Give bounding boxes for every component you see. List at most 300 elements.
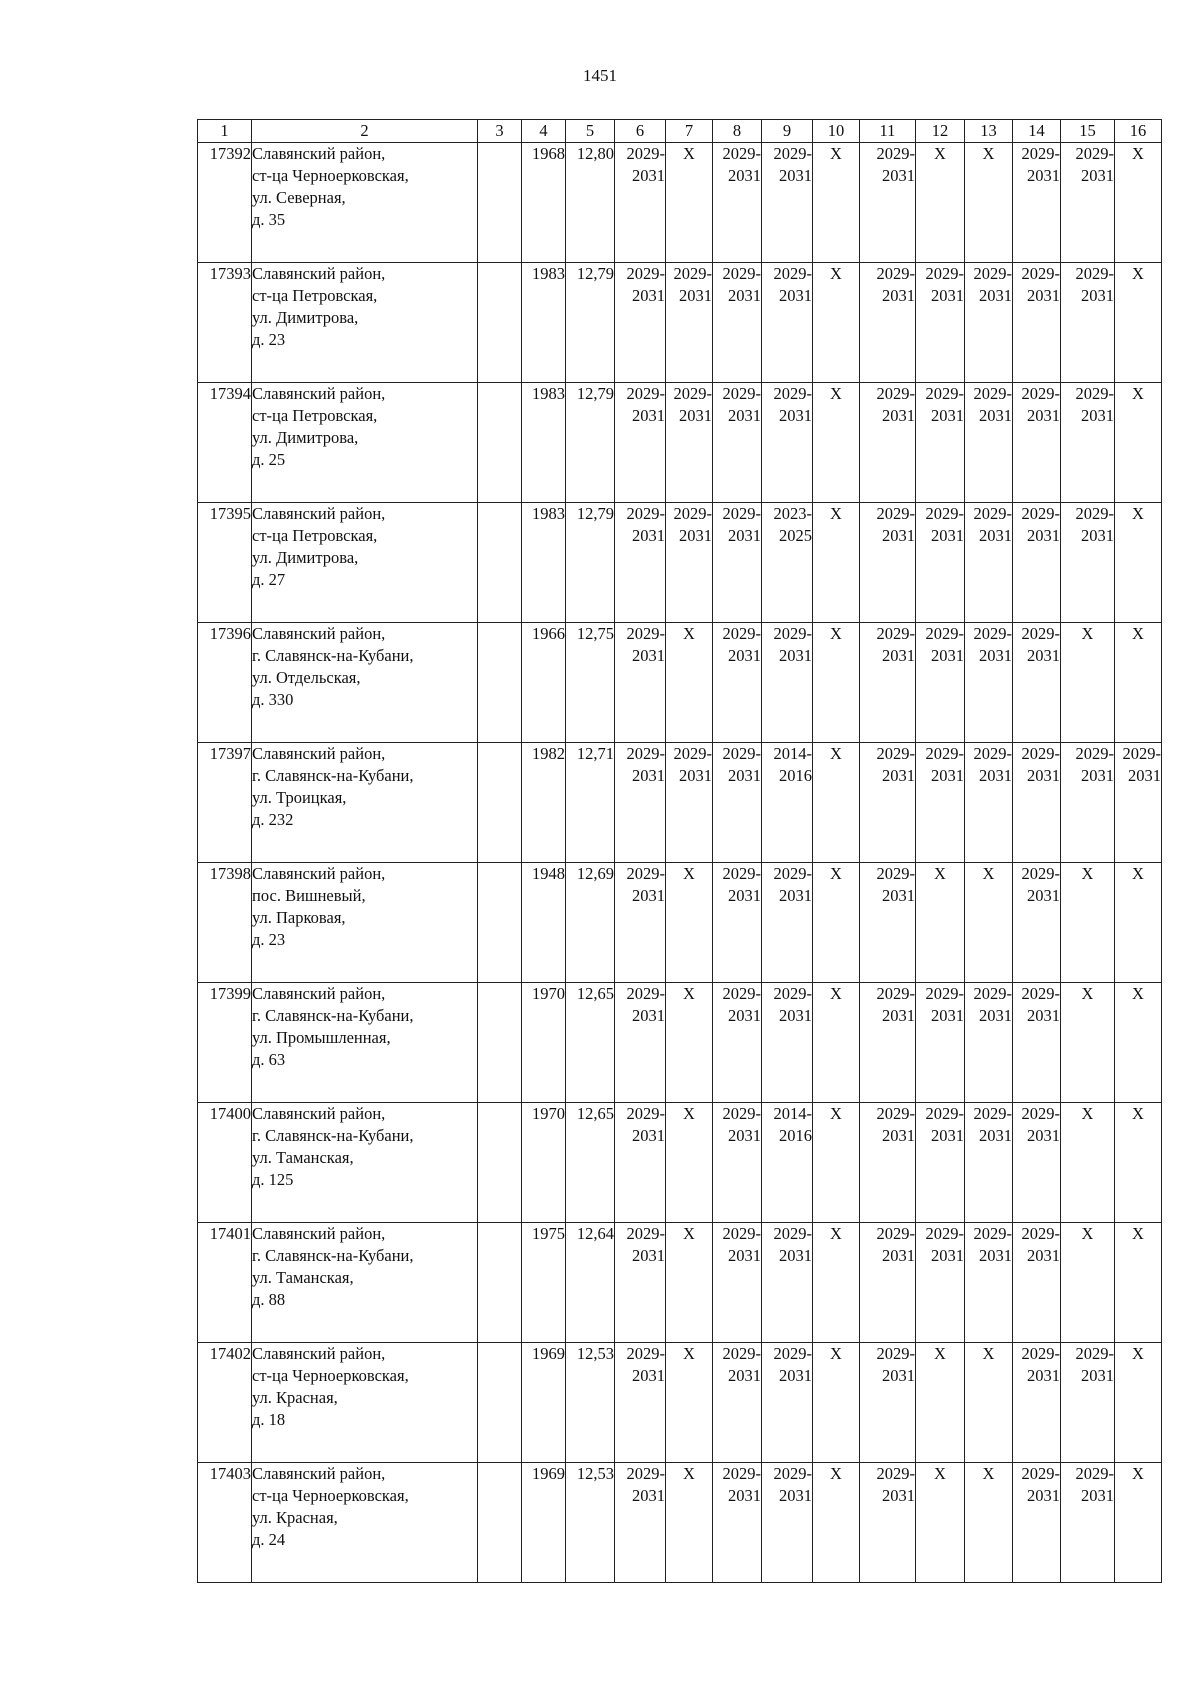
period-end: 2031 bbox=[1027, 1246, 1060, 1265]
address-line: Славянский район, bbox=[252, 264, 386, 283]
column-3-cell bbox=[478, 1223, 522, 1343]
table-row bbox=[198, 503, 1162, 623]
period-cell bbox=[1013, 1103, 1061, 1223]
table-row bbox=[198, 263, 1162, 383]
not-applicable-cell: X bbox=[666, 1343, 713, 1463]
period-cell bbox=[916, 1223, 965, 1343]
period-cell bbox=[860, 1223, 916, 1343]
row-id: 17395 bbox=[198, 503, 252, 623]
column-header: 4 bbox=[522, 120, 566, 143]
column-3-cell bbox=[478, 863, 522, 983]
period-end: 2031 bbox=[1081, 766, 1114, 785]
period-start: 2029- bbox=[925, 744, 964, 763]
row-id: 17397 bbox=[198, 743, 252, 863]
period-start: 2029- bbox=[773, 1224, 812, 1243]
period-end: 2031 bbox=[1027, 766, 1060, 785]
period-cell bbox=[860, 1103, 916, 1223]
not-applicable-cell: X bbox=[916, 1343, 965, 1463]
address-line: г. Славянск-на-Кубани, bbox=[252, 1126, 414, 1145]
period-end: 2031 bbox=[728, 526, 761, 545]
period-start: 2029- bbox=[973, 624, 1012, 643]
column-header: 9 bbox=[762, 120, 813, 143]
column-3-cell bbox=[478, 503, 522, 623]
not-applicable-cell: X bbox=[916, 143, 965, 263]
address-cell bbox=[252, 143, 478, 263]
period-end: 2031 bbox=[679, 286, 712, 305]
period-end: 2031 bbox=[728, 1006, 761, 1025]
address-line: д. 232 bbox=[252, 810, 294, 829]
period-end: 2031 bbox=[882, 886, 915, 905]
year-cell: 1968 bbox=[522, 143, 566, 263]
period-start: 2029- bbox=[876, 504, 915, 523]
period-end: 2031 bbox=[979, 646, 1012, 665]
not-applicable-cell: X bbox=[1115, 143, 1162, 263]
period-start: 2029- bbox=[773, 144, 812, 163]
address-cell bbox=[252, 263, 478, 383]
column-header: 6 bbox=[615, 120, 666, 143]
period-end: 2031 bbox=[1027, 886, 1060, 905]
period-cell bbox=[965, 623, 1013, 743]
period-end: 2031 bbox=[728, 406, 761, 425]
column-3-cell bbox=[478, 1463, 522, 1583]
period-start: 2029- bbox=[876, 984, 915, 1003]
address-cell bbox=[252, 743, 478, 863]
column-3-cell bbox=[478, 623, 522, 743]
column-3-cell bbox=[478, 743, 522, 863]
period-end: 2031 bbox=[1027, 1126, 1060, 1145]
period-cell bbox=[1061, 383, 1115, 503]
period-start: 2029- bbox=[1075, 264, 1114, 283]
not-applicable-cell: X bbox=[813, 983, 860, 1103]
period-end: 2031 bbox=[1027, 526, 1060, 545]
year-cell: 1970 bbox=[522, 983, 566, 1103]
period-cell bbox=[860, 383, 916, 503]
period-cell bbox=[713, 383, 762, 503]
address-line: д. 23 bbox=[252, 330, 286, 349]
address-cell bbox=[252, 1463, 478, 1583]
column-header: 3 bbox=[478, 120, 522, 143]
period-end: 2031 bbox=[979, 1006, 1012, 1025]
address-line: д. 63 bbox=[252, 1050, 286, 1069]
period-end: 2031 bbox=[882, 766, 915, 785]
address-cell bbox=[252, 1103, 478, 1223]
period-start: 2029- bbox=[673, 744, 712, 763]
address-line: г. Славянск-на-Кубани, bbox=[252, 1246, 414, 1265]
column-header: 11 bbox=[860, 120, 916, 143]
period-cell bbox=[713, 263, 762, 383]
period-cell bbox=[860, 263, 916, 383]
period-cell bbox=[615, 1343, 666, 1463]
year-cell: 1983 bbox=[522, 263, 566, 383]
period-start: 2029- bbox=[626, 384, 665, 403]
period-end: 2025 bbox=[779, 526, 812, 545]
not-applicable-cell: X bbox=[965, 143, 1013, 263]
period-start: 2029- bbox=[1021, 1224, 1060, 1243]
address-line: ул. Димитрова, bbox=[252, 548, 359, 567]
period-start: 2029- bbox=[626, 984, 665, 1003]
row-id: 17393 bbox=[198, 263, 252, 383]
address-cell bbox=[252, 863, 478, 983]
period-cell bbox=[1013, 263, 1061, 383]
period-end: 2016 bbox=[779, 1126, 812, 1145]
not-applicable-cell: X bbox=[1061, 1103, 1115, 1223]
address-cell bbox=[252, 983, 478, 1103]
column-header: 14 bbox=[1013, 120, 1061, 143]
period-end: 2031 bbox=[728, 286, 761, 305]
period-start: 2029- bbox=[1075, 504, 1114, 523]
not-applicable-cell: X bbox=[965, 1343, 1013, 1463]
period-cell bbox=[860, 143, 916, 263]
row-id: 17401 bbox=[198, 1223, 252, 1343]
period-cell bbox=[713, 743, 762, 863]
period-start: 2029- bbox=[626, 744, 665, 763]
period-end: 2016 bbox=[779, 766, 812, 785]
score-cell: 12,65 bbox=[566, 1103, 615, 1223]
period-cell bbox=[762, 743, 813, 863]
table-row bbox=[198, 1103, 1162, 1223]
period-start: 2029- bbox=[876, 144, 915, 163]
address-line: пос. Вишневый, bbox=[252, 886, 366, 905]
score-cell: 12,64 bbox=[566, 1223, 615, 1343]
address-line: ул. Таманская, bbox=[252, 1148, 354, 1167]
address-line: ул. Троицкая, bbox=[252, 788, 347, 807]
address-line: г. Славянск-на-Кубани, bbox=[252, 646, 414, 665]
period-end: 2031 bbox=[779, 286, 812, 305]
period-end: 2031 bbox=[632, 1486, 665, 1505]
period-start: 2029- bbox=[722, 1104, 761, 1123]
period-cell bbox=[965, 983, 1013, 1103]
column-number-header-row bbox=[198, 120, 1162, 143]
period-cell bbox=[762, 623, 813, 743]
period-end: 2031 bbox=[632, 1366, 665, 1385]
not-applicable-cell: X bbox=[666, 863, 713, 983]
column-3-cell bbox=[478, 263, 522, 383]
table-row bbox=[198, 1343, 1162, 1463]
not-applicable-cell: X bbox=[666, 983, 713, 1103]
not-applicable-cell: X bbox=[916, 863, 965, 983]
period-cell bbox=[762, 863, 813, 983]
period-end: 2031 bbox=[632, 1006, 665, 1025]
period-cell bbox=[860, 983, 916, 1103]
not-applicable-cell: X bbox=[1115, 623, 1162, 743]
not-applicable-cell: X bbox=[813, 1223, 860, 1343]
period-start: 2029- bbox=[973, 1104, 1012, 1123]
period-cell bbox=[1013, 743, 1061, 863]
address-cell bbox=[252, 1343, 478, 1463]
period-cell bbox=[916, 743, 965, 863]
period-cell bbox=[666, 743, 713, 863]
address-line: Славянский район, bbox=[252, 384, 386, 403]
period-cell bbox=[615, 1223, 666, 1343]
year-cell: 1983 bbox=[522, 503, 566, 623]
column-3-cell bbox=[478, 983, 522, 1103]
period-end: 2031 bbox=[679, 526, 712, 545]
period-end: 2031 bbox=[882, 646, 915, 665]
score-cell: 12,65 bbox=[566, 983, 615, 1103]
period-cell bbox=[1013, 383, 1061, 503]
period-end: 2031 bbox=[728, 766, 761, 785]
address-line: ул. Парковая, bbox=[252, 908, 346, 927]
address-line: ул. Отдельская, bbox=[252, 668, 361, 687]
period-cell bbox=[916, 383, 965, 503]
not-applicable-cell: X bbox=[666, 1223, 713, 1343]
column-header: 1 bbox=[198, 120, 252, 143]
not-applicable-cell: X bbox=[916, 1463, 965, 1583]
period-cell bbox=[762, 1103, 813, 1223]
period-start: 2029- bbox=[925, 1104, 964, 1123]
period-cell bbox=[762, 143, 813, 263]
period-cell bbox=[1013, 503, 1061, 623]
period-cell bbox=[916, 623, 965, 743]
row-id: 17398 bbox=[198, 863, 252, 983]
address-cell bbox=[252, 623, 478, 743]
not-applicable-cell: X bbox=[1061, 623, 1115, 743]
table-row bbox=[198, 983, 1162, 1103]
period-end: 2031 bbox=[632, 166, 665, 185]
period-start: 2029- bbox=[1021, 144, 1060, 163]
period-cell bbox=[1061, 503, 1115, 623]
period-start: 2029- bbox=[876, 624, 915, 643]
address-line: д. 35 bbox=[252, 210, 286, 229]
period-cell bbox=[615, 983, 666, 1103]
period-cell bbox=[762, 383, 813, 503]
column-header: 5 bbox=[566, 120, 615, 143]
period-start: 2029- bbox=[1021, 1104, 1060, 1123]
not-applicable-cell: X bbox=[1115, 263, 1162, 383]
column-header: 8 bbox=[713, 120, 762, 143]
period-cell bbox=[860, 1343, 916, 1463]
period-end: 2031 bbox=[632, 886, 665, 905]
period-start: 2029- bbox=[876, 744, 915, 763]
period-cell bbox=[965, 383, 1013, 503]
row-id: 17400 bbox=[198, 1103, 252, 1223]
period-cell bbox=[1013, 1463, 1061, 1583]
period-end: 2031 bbox=[979, 1246, 1012, 1265]
not-applicable-cell: X bbox=[1061, 1223, 1115, 1343]
table-row bbox=[198, 383, 1162, 503]
period-end: 2031 bbox=[632, 286, 665, 305]
period-cell bbox=[762, 1463, 813, 1583]
address-line: д. 88 bbox=[252, 1290, 286, 1309]
not-applicable-cell: X bbox=[1115, 1103, 1162, 1223]
period-end: 2031 bbox=[728, 1486, 761, 1505]
address-line: ст-ца Петровская, bbox=[252, 406, 378, 425]
not-applicable-cell: X bbox=[666, 623, 713, 743]
period-cell bbox=[1061, 1463, 1115, 1583]
period-cell bbox=[1061, 743, 1115, 863]
period-end: 2031 bbox=[931, 646, 964, 665]
address-line: Славянский район, bbox=[252, 1224, 386, 1243]
address-line: ул. Красная, bbox=[252, 1508, 338, 1527]
period-start: 2029- bbox=[722, 864, 761, 883]
not-applicable-cell: X bbox=[813, 263, 860, 383]
period-end: 2031 bbox=[1027, 1366, 1060, 1385]
period-cell bbox=[1013, 983, 1061, 1103]
address-line: д. 18 bbox=[252, 1410, 286, 1429]
period-cell bbox=[860, 743, 916, 863]
period-start: 2029- bbox=[1021, 264, 1060, 283]
period-end: 2031 bbox=[779, 166, 812, 185]
address-line: Славянский район, bbox=[252, 1344, 386, 1363]
period-end: 2031 bbox=[1027, 406, 1060, 425]
not-applicable-cell: X bbox=[1115, 383, 1162, 503]
period-end: 2031 bbox=[779, 1366, 812, 1385]
period-cell bbox=[1013, 863, 1061, 983]
period-end: 2031 bbox=[1081, 1366, 1114, 1385]
period-start: 2029- bbox=[722, 504, 761, 523]
period-end: 2031 bbox=[728, 886, 761, 905]
period-end: 2031 bbox=[979, 286, 1012, 305]
period-end: 2031 bbox=[779, 1006, 812, 1025]
address-line: ул. Красная, bbox=[252, 1388, 338, 1407]
table-row bbox=[198, 743, 1162, 863]
period-start: 2029- bbox=[773, 624, 812, 643]
period-end: 2031 bbox=[728, 1246, 761, 1265]
period-cell bbox=[762, 1343, 813, 1463]
period-end: 2031 bbox=[1081, 286, 1114, 305]
not-applicable-cell: X bbox=[1115, 1343, 1162, 1463]
period-start: 2029- bbox=[626, 1224, 665, 1243]
row-id: 17399 bbox=[198, 983, 252, 1103]
period-start: 2029- bbox=[722, 984, 761, 1003]
period-start: 2029- bbox=[973, 744, 1012, 763]
period-cell bbox=[713, 983, 762, 1103]
period-end: 2031 bbox=[679, 406, 712, 425]
period-start: 2029- bbox=[773, 384, 812, 403]
period-start: 2029- bbox=[1122, 744, 1161, 763]
address-line: г. Славянск-на-Кубани, bbox=[252, 1006, 414, 1025]
address-line: ул. Северная, bbox=[252, 188, 346, 207]
year-cell: 1966 bbox=[522, 623, 566, 743]
period-end: 2031 bbox=[931, 1246, 964, 1265]
period-cell bbox=[860, 623, 916, 743]
period-cell bbox=[762, 983, 813, 1103]
period-end: 2031 bbox=[779, 646, 812, 665]
period-end: 2031 bbox=[632, 406, 665, 425]
period-end: 2031 bbox=[1027, 646, 1060, 665]
period-start: 2029- bbox=[876, 1344, 915, 1363]
not-applicable-cell: X bbox=[813, 383, 860, 503]
period-cell bbox=[965, 743, 1013, 863]
period-end: 2031 bbox=[979, 406, 1012, 425]
not-applicable-cell: X bbox=[1115, 983, 1162, 1103]
period-start: 2029- bbox=[925, 264, 964, 283]
period-end: 2031 bbox=[632, 1246, 665, 1265]
period-start: 2029- bbox=[722, 1344, 761, 1363]
period-end: 2031 bbox=[931, 766, 964, 785]
period-end: 2031 bbox=[679, 766, 712, 785]
year-cell: 1970 bbox=[522, 1103, 566, 1223]
period-start: 2029- bbox=[876, 264, 915, 283]
address-line: Славянский район, bbox=[252, 1104, 386, 1123]
period-end: 2031 bbox=[882, 1006, 915, 1025]
period-cell bbox=[1013, 1223, 1061, 1343]
period-end: 2031 bbox=[779, 406, 812, 425]
period-cell bbox=[860, 863, 916, 983]
period-start: 2029- bbox=[1075, 744, 1114, 763]
period-start: 2029- bbox=[626, 264, 665, 283]
period-start: 2029- bbox=[722, 1464, 761, 1483]
period-cell bbox=[965, 1103, 1013, 1223]
period-start: 2029- bbox=[722, 624, 761, 643]
period-cell bbox=[713, 1103, 762, 1223]
not-applicable-cell: X bbox=[1115, 503, 1162, 623]
column-header: 16 bbox=[1115, 120, 1162, 143]
address-line: Славянский район, bbox=[252, 984, 386, 1003]
address-line: Славянский район, bbox=[252, 144, 386, 163]
period-end: 2031 bbox=[882, 1126, 915, 1145]
period-cell bbox=[860, 503, 916, 623]
period-start: 2029- bbox=[722, 384, 761, 403]
row-id: 17403 bbox=[198, 1463, 252, 1583]
period-start: 2014- bbox=[773, 744, 812, 763]
period-end: 2031 bbox=[632, 526, 665, 545]
period-start: 2029- bbox=[925, 504, 964, 523]
table-row bbox=[198, 1463, 1162, 1583]
not-applicable-cell: X bbox=[813, 1463, 860, 1583]
period-end: 2031 bbox=[632, 646, 665, 665]
not-applicable-cell: X bbox=[813, 143, 860, 263]
period-start: 2029- bbox=[925, 1224, 964, 1243]
not-applicable-cell: X bbox=[1115, 1463, 1162, 1583]
period-cell bbox=[916, 1103, 965, 1223]
address-line: ул. Димитрова, bbox=[252, 308, 359, 327]
period-end: 2031 bbox=[979, 526, 1012, 545]
column-header: 2 bbox=[252, 120, 478, 143]
period-start: 2029- bbox=[876, 1464, 915, 1483]
period-end: 2031 bbox=[1081, 166, 1114, 185]
period-start: 2029- bbox=[722, 1224, 761, 1243]
score-cell: 12,79 bbox=[566, 503, 615, 623]
period-end: 2031 bbox=[1027, 166, 1060, 185]
score-cell: 12,53 bbox=[566, 1463, 615, 1583]
period-start: 2029- bbox=[973, 264, 1012, 283]
period-start: 2029- bbox=[925, 624, 964, 643]
address-line: ул. Димитрова, bbox=[252, 428, 359, 447]
address-line: ст-ца Черноерковская, bbox=[252, 166, 409, 185]
address-line: ст-ца Петровская, bbox=[252, 526, 378, 545]
period-start: 2029- bbox=[973, 384, 1012, 403]
period-start: 2029- bbox=[722, 264, 761, 283]
period-start: 2029- bbox=[773, 264, 812, 283]
not-applicable-cell: X bbox=[813, 1103, 860, 1223]
period-start: 2029- bbox=[773, 864, 812, 883]
period-end: 2031 bbox=[728, 1126, 761, 1145]
period-cell bbox=[762, 503, 813, 623]
not-applicable-cell: X bbox=[666, 143, 713, 263]
period-start: 2029- bbox=[1021, 1344, 1060, 1363]
period-end: 2031 bbox=[779, 1486, 812, 1505]
address-line: ст-ца Черноерковская, bbox=[252, 1366, 409, 1385]
period-end: 2031 bbox=[632, 766, 665, 785]
period-end: 2031 bbox=[1081, 526, 1114, 545]
table-row bbox=[198, 623, 1162, 743]
period-cell bbox=[916, 983, 965, 1103]
column-3-cell bbox=[478, 1343, 522, 1463]
year-cell: 1982 bbox=[522, 743, 566, 863]
period-start: 2029- bbox=[626, 1344, 665, 1363]
not-applicable-cell: X bbox=[1115, 863, 1162, 983]
period-cell bbox=[1013, 623, 1061, 743]
column-header: 13 bbox=[965, 120, 1013, 143]
period-cell bbox=[860, 1463, 916, 1583]
address-line: д. 23 bbox=[252, 930, 286, 949]
page-number: 1451 bbox=[583, 66, 617, 85]
column-header: 15 bbox=[1061, 120, 1115, 143]
period-end: 2031 bbox=[931, 406, 964, 425]
period-cell bbox=[1061, 143, 1115, 263]
address-line: ст-ца Черноерковская, bbox=[252, 1486, 409, 1505]
